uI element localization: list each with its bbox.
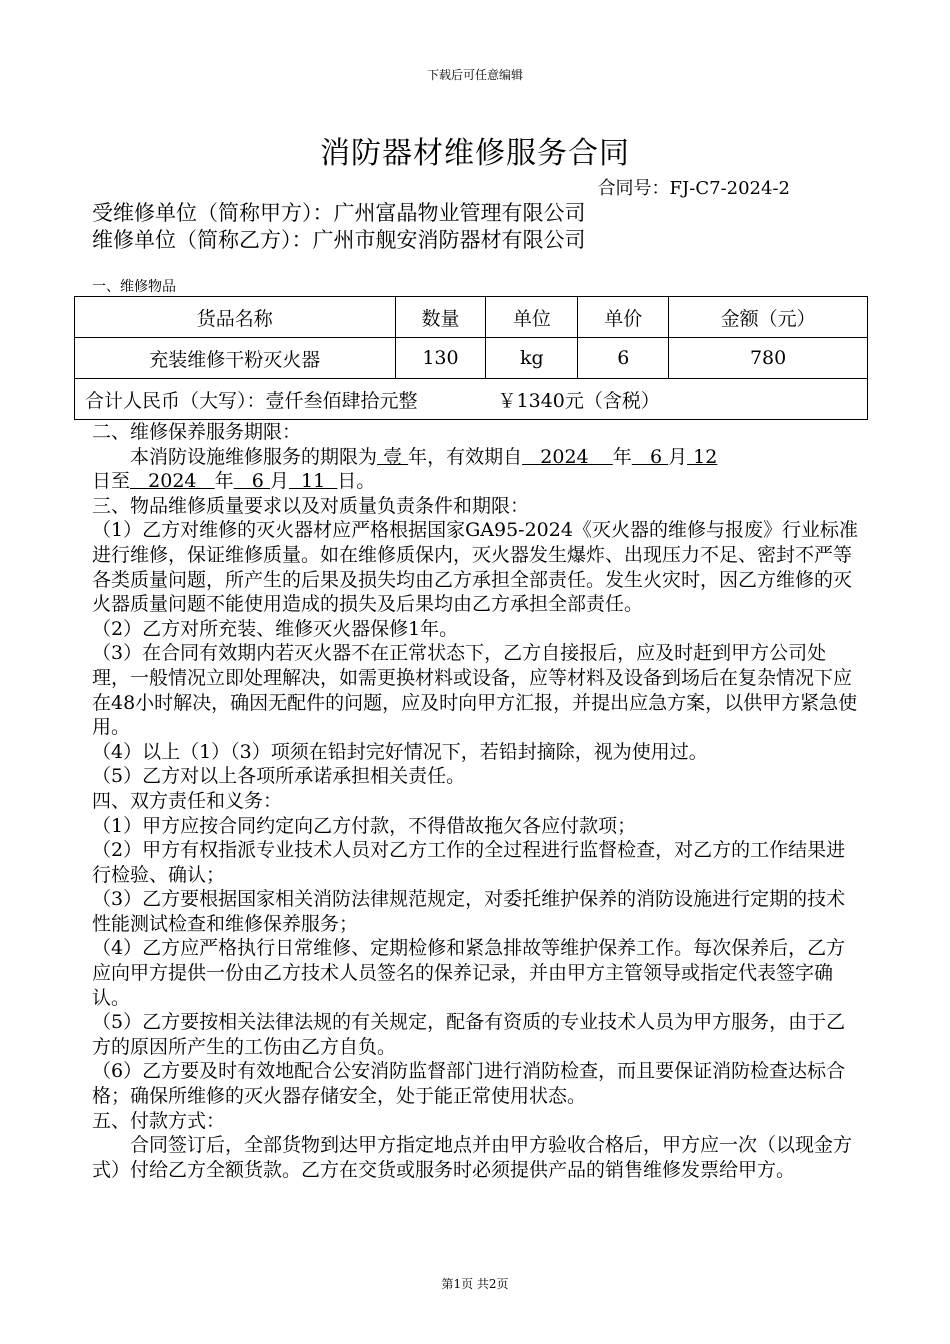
section-4-item: （3）乙方要根据国家相关消防法律规范规定，对委托维护保养的消防设施进行定期的技术性能测试检查和维修保养服务； <box>92 888 846 935</box>
end-year: 2024 <box>148 470 197 493</box>
section-3-item: （2）乙方对所充装、维修灭火器保修1年。 <box>92 617 459 640</box>
table-cell: 780 <box>669 338 868 379</box>
contract-body <box>92 420 862 1182</box>
payment-terms: 合同签订后，全部货物到达甲方指定地点并由甲方验收合格后，甲方应一次（以现金方式）付给乙方全额货款。乙方在交货或服务时必须提供产品的销售维修发票给甲方。 <box>92 1134 853 1181</box>
section-4-item: （1）甲方应按合同约定向乙方付款，不得借故拖欠各应付款项； <box>92 814 637 837</box>
start-month: 6 <box>649 445 663 468</box>
contract-number: 合同号：FJ-C7-2024-2 <box>597 178 790 199</box>
table-cell: kg <box>486 338 578 379</box>
document-title: 消防器材维修服务合同 <box>320 136 630 171</box>
section-3-title: 三、物品维修质量要求以及对质量负责条件和期限： <box>92 494 530 517</box>
table-header-row <box>75 297 868 338</box>
years-value: 壹 <box>383 445 403 468</box>
section-3-item: （4）以上（1）（3）项须在铅封完好情况下，若铅封摘除，视为使用过。 <box>92 740 708 763</box>
section-4-item: （4）乙方应严格执行日常维修、定期检修和紧急排故等维护保养工作。每次保养后，乙方应向甲方提供一份由乙方技术人员签名的保养记录，并由甲方主管领导或指定代表签字确认。 <box>92 937 846 1009</box>
service-period: 本消防设施维修服务的期限为 壹 年，有效期自 2024 年 6 月 12 日至 2024 年 6 月 11 日。 <box>92 445 718 493</box>
table-cell: 充装维修干粉灭火器 <box>75 338 396 379</box>
end-month: 6 <box>251 470 264 493</box>
section-4-item: （5）乙方要按相关法律法规的有关规定，配备有资质的专业技术人员为甲方服务，由于乙方的原因所产生的工伤由乙方自负。 <box>92 1011 846 1058</box>
section-3-item: （1）乙方对维修的灭火器材应严格根据国家GA95-2024《灭火器的维修与报废》行业标准进行维修，保证维修质量。如在维修质保内，灭火器发生爆炸、出现压力不足、密封不严等各类质量问题，所产生的后果及损失均由乙方承担全部责任。发生火灾时，因乙方维修的灭火器质量问题不能使用造成的损失及后果均由乙方承担全部责任。 <box>92 519 858 616</box>
table-header-cell: 单价 <box>578 297 669 338</box>
start-day: 12 <box>693 445 718 468</box>
section-5-title: 五、付款方式： <box>92 1109 226 1132</box>
section-3-item: （5）乙方对以上各项所承诺承担相关责任。 <box>92 765 466 788</box>
section-1-title: 一、维修物品 <box>92 279 176 295</box>
table-cell: 6 <box>578 338 669 379</box>
section-4-item: （6）乙方要及时有效地配合公安消防监督部门进行消防检查，而且要保证消防检查达标合格；确保所维修的灭火器存储安全，处于能正常使用状态。 <box>92 1060 846 1108</box>
table-header-cell: 货品名称 <box>75 297 396 338</box>
start-year: 2024 <box>540 445 589 468</box>
page-footer: 第1页 共2页 <box>441 1277 509 1291</box>
section-4-title: 四、双方责任和义务： <box>92 789 283 812</box>
table-header-cell: 单位 <box>486 297 578 338</box>
section-3-item: （3）在合同有效期内若灭火器不在正常状态下，乙方自接报后，应及时赶到甲方公司处理，一般情况立即处理解决，如需更换材料或设备，应等材料及设备到场后在复杂情况下应在48小时解决，确因无配件的问题，应及时向甲方汇报，并提出应急方案，以供甲方紧急使用。 <box>92 642 858 739</box>
party-a: 受维修单位（简称甲方）：广州富晶物业管理有限公司 <box>92 201 586 225</box>
table-cell: 130 <box>395 338 486 379</box>
table-header-cell: 金额（元） <box>669 297 868 338</box>
total-cell <box>75 379 868 420</box>
header-note: 下载后可任意编辑 <box>426 68 523 82</box>
section-2-title: 二、维修保养服务期限： <box>92 421 302 443</box>
end-day: 11 <box>301 470 326 493</box>
items-table <box>74 296 868 420</box>
total-amount: ￥1340元（含税） <box>497 389 660 412</box>
section-4-item: （2）甲方有权指派专业技术人员对乙方工作的全过程进行监督检查，对乙方的工作结果进行检验、确认； <box>92 839 846 886</box>
party-b: 维修单位（简称乙方）：广州市舰安消防器材有限公司 <box>92 228 586 252</box>
table-header-cell: 数量 <box>395 297 486 338</box>
table-row <box>75 338 868 379</box>
total-label: 合计人民币（大写）：壹仟叁佰肆拾元整 <box>85 389 418 412</box>
table-total-row <box>75 379 868 420</box>
